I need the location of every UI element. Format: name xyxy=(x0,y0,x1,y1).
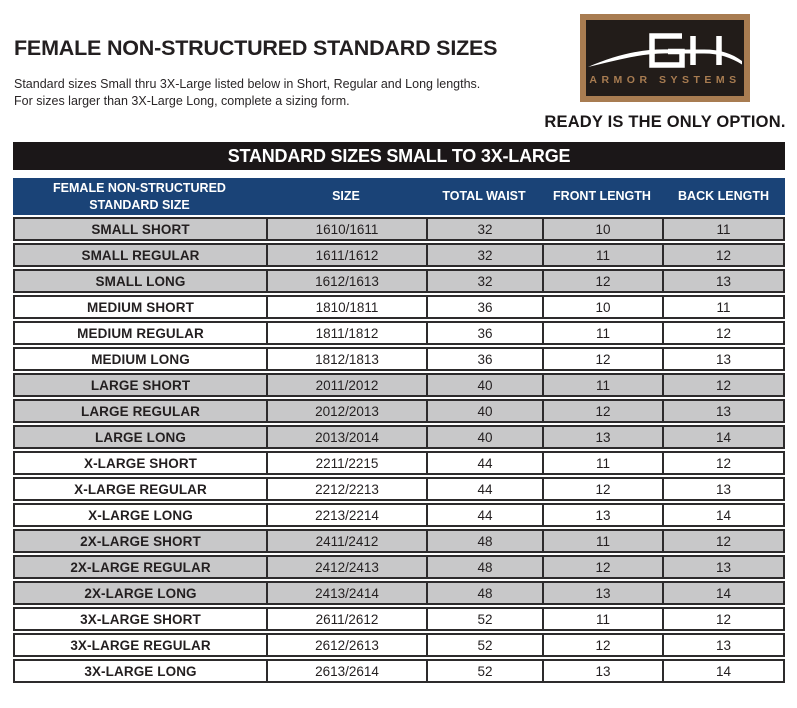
row-front-length: 13 xyxy=(542,503,662,527)
row-back-length: 12 xyxy=(662,529,785,553)
table-row xyxy=(13,503,785,527)
row-back-length: 14 xyxy=(662,581,785,605)
row-size-name: SMALL REGULAR xyxy=(13,243,266,267)
col-header-back-length: BACK LENGTH xyxy=(662,178,785,215)
table-row xyxy=(13,425,785,449)
row-total-waist: 36 xyxy=(426,347,542,371)
row-front-length: 10 xyxy=(542,295,662,319)
table-row xyxy=(13,477,785,501)
row-size-name: LARGE SHORT xyxy=(13,373,266,397)
header-text-block xyxy=(14,36,497,142)
col-header-size: SIZE xyxy=(266,178,426,215)
row-size-code: 2012/2013 xyxy=(266,399,426,423)
size-table xyxy=(13,176,785,685)
row-size-code: 2013/2014 xyxy=(266,425,426,449)
section-banner-title: STANDARD SIZES SMALL TO 3X-LARGE xyxy=(227,145,571,166)
row-size-name: LARGE REGULAR xyxy=(13,399,266,423)
table-row xyxy=(13,373,785,397)
row-back-length: 12 xyxy=(662,321,785,345)
row-total-waist: 52 xyxy=(426,633,542,657)
row-total-waist: 44 xyxy=(426,451,542,475)
table-row xyxy=(13,321,785,345)
row-size-name: X-LARGE LONG xyxy=(13,503,266,527)
row-back-length: 12 xyxy=(662,373,785,397)
table-row xyxy=(13,243,785,267)
subtitle-line-2: For sizes larger than 3X-Large Long, complete a sizing form. xyxy=(14,94,350,109)
row-total-waist: 32 xyxy=(426,217,542,241)
row-size-name: MEDIUM REGULAR xyxy=(13,321,266,345)
row-front-length: 10 xyxy=(542,217,662,241)
row-size-code: 2613/2614 xyxy=(266,659,426,683)
row-front-length: 11 xyxy=(542,607,662,631)
row-size-name: MEDIUM LONG xyxy=(13,347,266,371)
row-front-length: 11 xyxy=(542,529,662,553)
gh-monogram-icon xyxy=(586,23,744,73)
row-back-length: 13 xyxy=(662,555,785,579)
page-header xyxy=(0,0,797,142)
row-total-waist: 32 xyxy=(426,269,542,293)
row-total-waist: 32 xyxy=(426,243,542,267)
row-size-code: 1610/1611 xyxy=(266,217,426,241)
table-row xyxy=(13,659,785,683)
row-total-waist: 48 xyxy=(426,529,542,553)
row-size-code: 2412/2413 xyxy=(266,555,426,579)
row-size-code: 2212/2213 xyxy=(266,477,426,501)
row-back-length: 14 xyxy=(662,425,785,449)
row-size-code: 2211/2215 xyxy=(266,451,426,475)
row-front-length: 12 xyxy=(542,555,662,579)
table-row xyxy=(13,607,785,631)
section-banner xyxy=(13,142,785,170)
row-back-length: 13 xyxy=(662,477,785,501)
table-row xyxy=(13,529,785,553)
row-size-name: 3X-LARGE LONG xyxy=(13,659,266,683)
row-size-name: 2X-LARGE REGULAR xyxy=(13,555,266,579)
row-total-waist: 40 xyxy=(426,425,542,449)
row-size-code: 1811/1812 xyxy=(266,321,426,345)
row-back-length: 13 xyxy=(662,347,785,371)
subtitle-line-1: Standard sizes Small thru 3X-Large listed below in Short, Regular and Long lengths. xyxy=(14,77,481,91)
row-size-name: SMALL LONG xyxy=(13,269,266,293)
logo-wordmark: ARMOR SYSTEMS xyxy=(589,74,741,86)
row-back-length: 12 xyxy=(662,451,785,475)
row-total-waist: 48 xyxy=(426,555,542,579)
row-size-code: 1810/1811 xyxy=(266,295,426,319)
row-front-length: 13 xyxy=(542,581,662,605)
row-back-length: 13 xyxy=(662,399,785,423)
table-row xyxy=(13,633,785,657)
row-front-length: 11 xyxy=(542,373,662,397)
row-back-length: 14 xyxy=(662,659,785,683)
table-header-row xyxy=(13,178,785,215)
page-subtitle xyxy=(14,76,497,111)
row-total-waist: 40 xyxy=(426,373,542,397)
row-size-code: 2612/2613 xyxy=(266,633,426,657)
table-row xyxy=(13,451,785,475)
brand-block xyxy=(545,14,785,142)
row-size-code: 2213/2214 xyxy=(266,503,426,527)
row-front-length: 12 xyxy=(542,633,662,657)
row-back-length: 12 xyxy=(662,243,785,267)
table-row xyxy=(13,399,785,423)
page-title: FEMALE NON-STRUCTURED STANDARD SIZES xyxy=(14,36,498,60)
row-size-name: 3X-LARGE REGULAR xyxy=(13,633,266,657)
row-size-code: 1812/1813 xyxy=(266,347,426,371)
row-size-name: SMALL SHORT xyxy=(13,217,266,241)
brand-tagline: READY IS THE ONLY OPTION. xyxy=(544,113,786,131)
table-row xyxy=(13,269,785,293)
row-back-length: 13 xyxy=(662,633,785,657)
col-header-front-length: FRONT LENGTH xyxy=(542,178,662,215)
table-row xyxy=(13,347,785,371)
row-size-code: 2611/2612 xyxy=(266,607,426,631)
row-front-length: 12 xyxy=(542,269,662,293)
table-body xyxy=(13,217,785,683)
row-size-name: 3X-LARGE SHORT xyxy=(13,607,266,631)
row-total-waist: 52 xyxy=(426,607,542,631)
row-front-length: 11 xyxy=(542,243,662,267)
row-total-waist: 36 xyxy=(426,321,542,345)
table-row xyxy=(13,295,785,319)
row-size-name: X-LARGE REGULAR xyxy=(13,477,266,501)
row-front-length: 13 xyxy=(542,659,662,683)
row-front-length: 13 xyxy=(542,425,662,449)
row-back-length: 13 xyxy=(662,269,785,293)
row-total-waist: 40 xyxy=(426,399,542,423)
row-total-waist: 44 xyxy=(426,477,542,501)
gh-armor-logo xyxy=(580,14,750,102)
row-size-code: 2413/2414 xyxy=(266,581,426,605)
row-back-length: 11 xyxy=(662,217,785,241)
row-size-name: 2X-LARGE LONG xyxy=(13,581,266,605)
row-front-length: 12 xyxy=(542,347,662,371)
row-total-waist: 48 xyxy=(426,581,542,605)
row-total-waist: 36 xyxy=(426,295,542,319)
row-size-name: X-LARGE SHORT xyxy=(13,451,266,475)
row-size-code: 1611/1612 xyxy=(266,243,426,267)
row-total-waist: 44 xyxy=(426,503,542,527)
table-row xyxy=(13,555,785,579)
table-row xyxy=(13,217,785,241)
row-size-code: 2011/2012 xyxy=(266,373,426,397)
row-total-waist: 52 xyxy=(426,659,542,683)
table-row xyxy=(13,581,785,605)
row-back-length: 14 xyxy=(662,503,785,527)
col-header-standard-size: FEMALE NON-STRUCTURED STANDARD SIZE xyxy=(13,178,266,215)
row-size-name: LARGE LONG xyxy=(13,425,266,449)
row-front-length: 12 xyxy=(542,399,662,423)
row-size-name: 2X-LARGE SHORT xyxy=(13,529,266,553)
row-size-name: MEDIUM SHORT xyxy=(13,295,266,319)
row-front-length: 11 xyxy=(542,451,662,475)
row-size-code: 1612/1613 xyxy=(266,269,426,293)
row-front-length: 11 xyxy=(542,321,662,345)
row-back-length: 12 xyxy=(662,607,785,631)
row-size-code: 2411/2412 xyxy=(266,529,426,553)
row-front-length: 12 xyxy=(542,477,662,501)
row-back-length: 11 xyxy=(662,295,785,319)
col-header-total-waist: TOTAL WAIST xyxy=(426,178,542,215)
